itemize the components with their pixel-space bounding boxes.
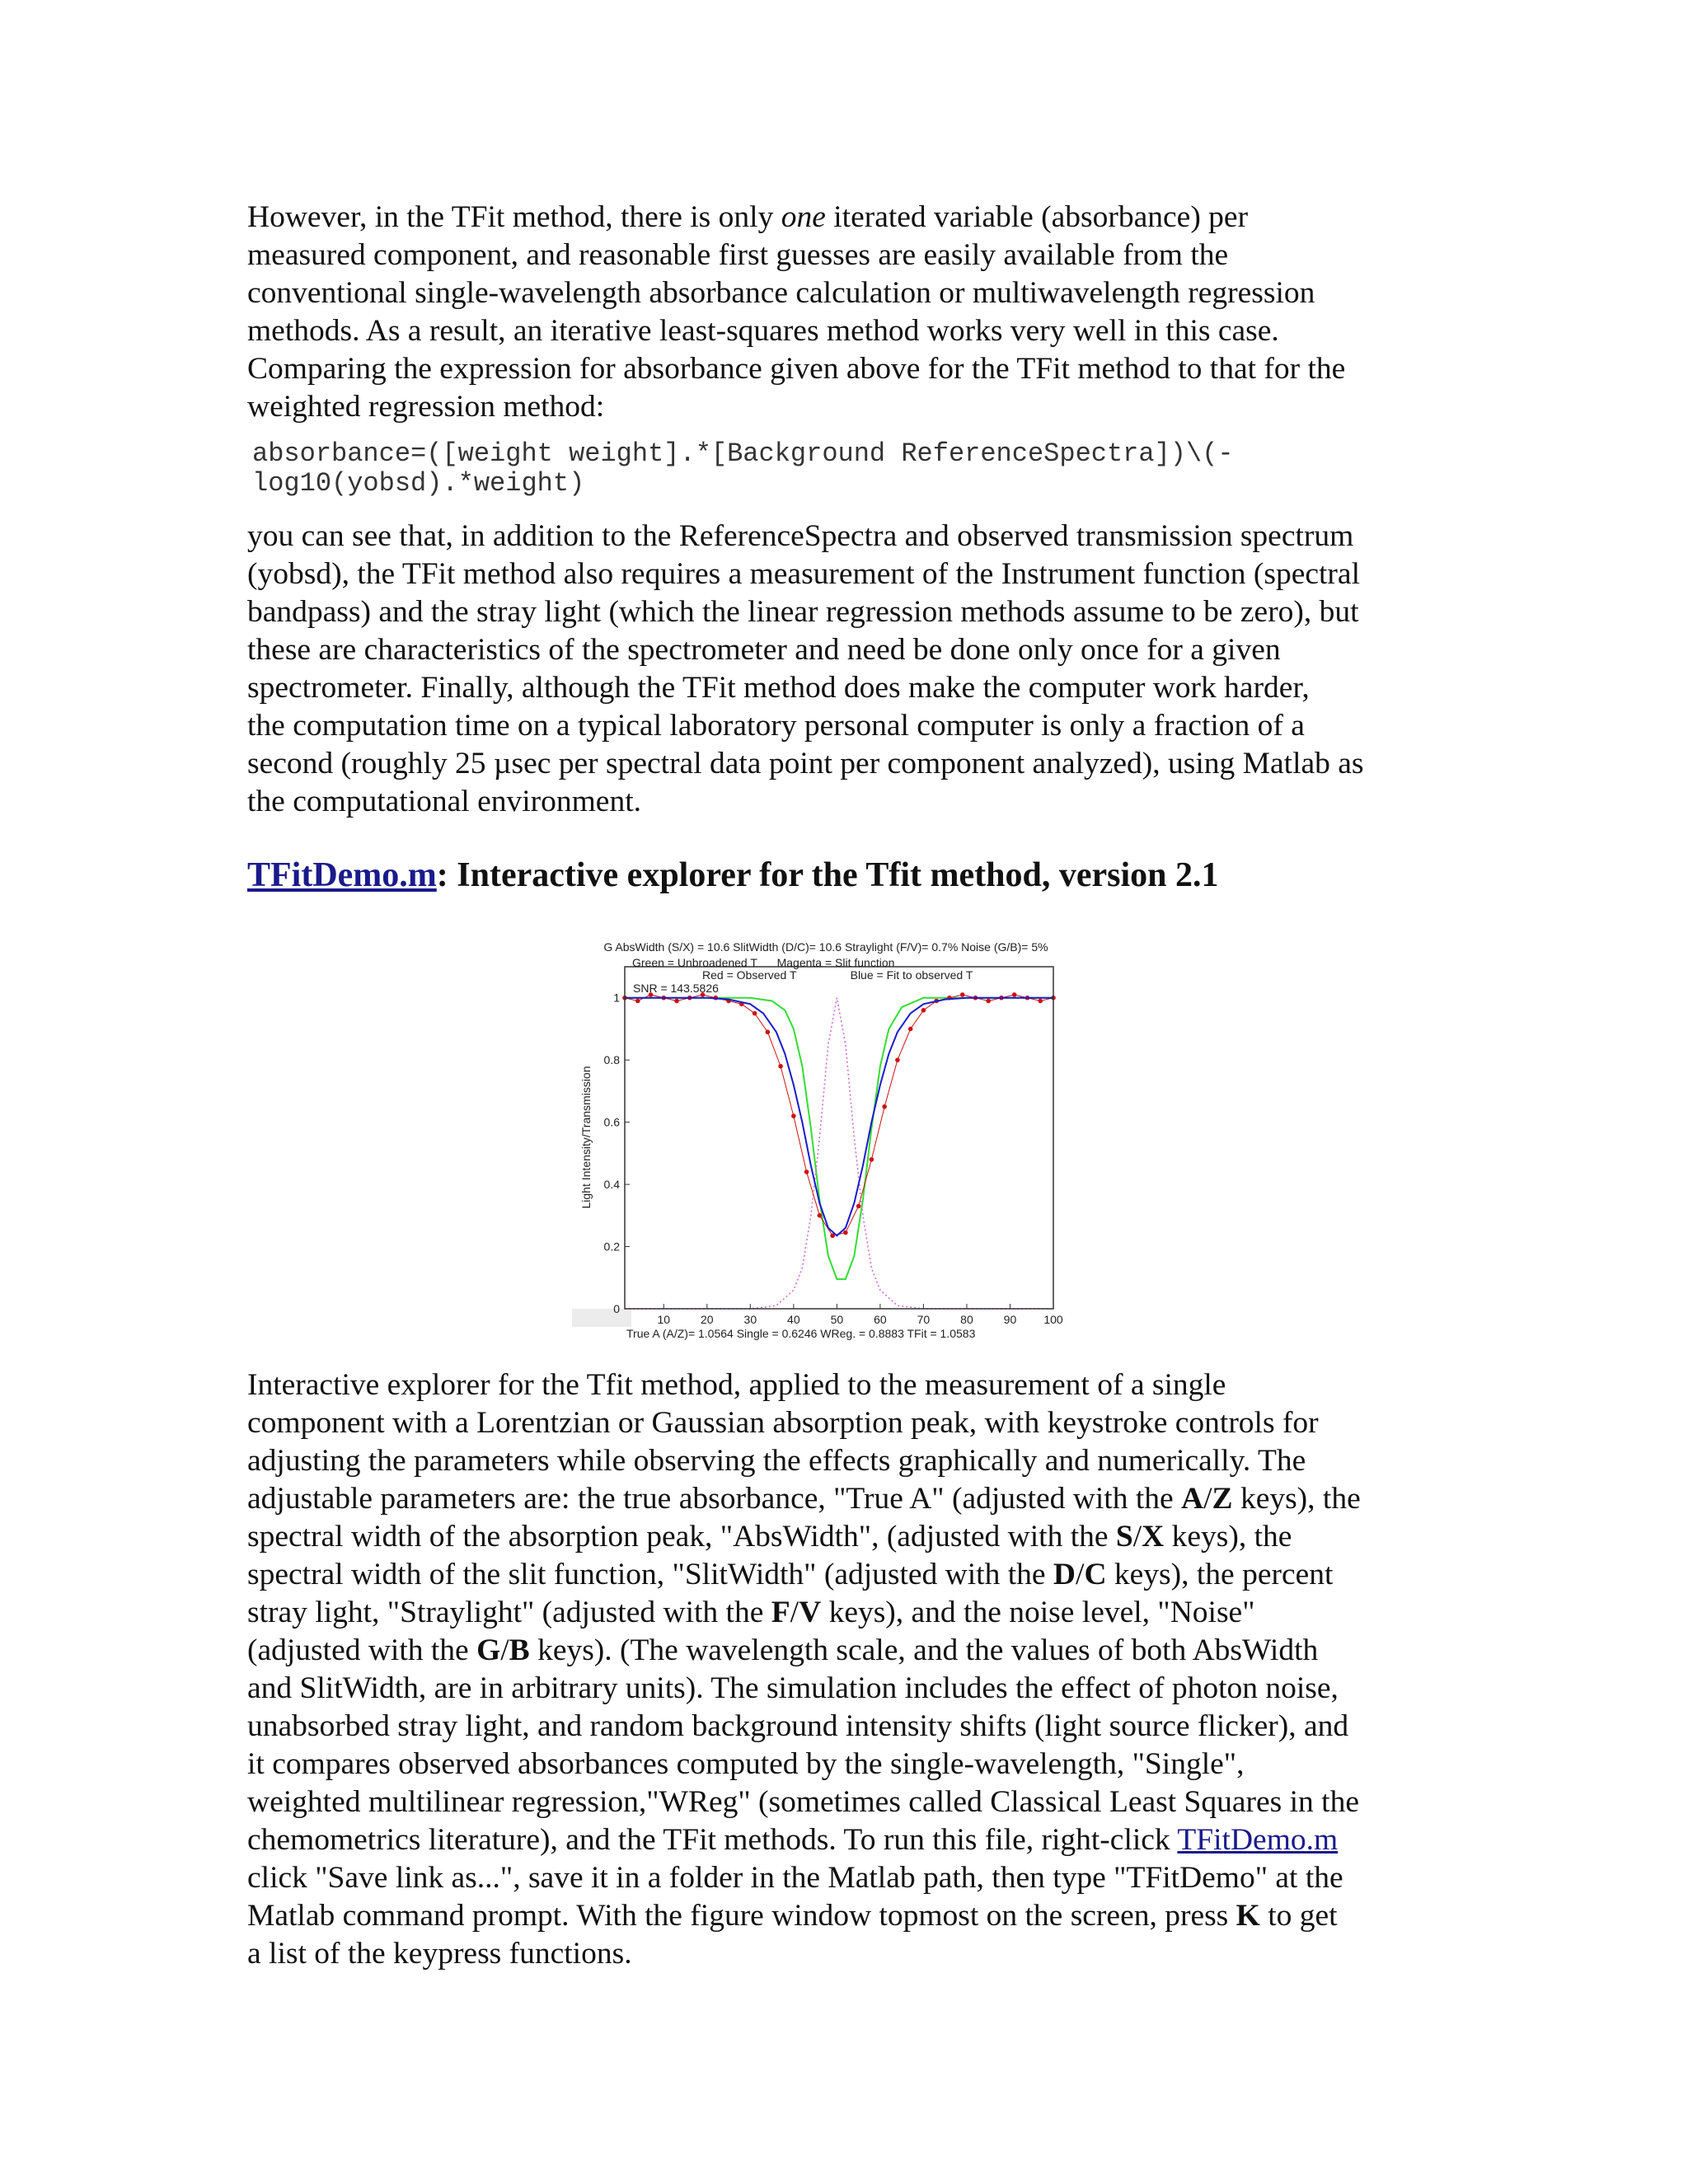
observed-t-point [960, 992, 965, 997]
observed-t-point [895, 1057, 900, 1062]
x-tick-label: 20 [701, 1313, 714, 1326]
y-axis-label: Light Intensity/Transmission [579, 1066, 593, 1209]
text-segment: Comparing the expression for absorbance given above for the TFit method to that for the [247, 352, 1346, 386]
text-line: bandpass) and the stray light (which the linear regression methods assume to be zero), but [247, 595, 1359, 629]
paragraph-description [247, 1366, 1451, 1973]
text-segment: adjusting the parameters while observing the effects graphically and numerically. The [247, 1444, 1306, 1478]
text-segment: click "Save link as...", save it in a folder in the Matlab path, then type "TFitDemo" at the [247, 1861, 1343, 1895]
observed-t-point [753, 1011, 757, 1016]
paragraph-explanation [247, 518, 1451, 821]
text-line [247, 1518, 1451, 1556]
text-segment: keys). (The wavelength scale, and the values of both AbsWidth [529, 1633, 1319, 1667]
text-line [247, 274, 1451, 312]
text-segment: / [790, 1596, 799, 1629]
text-segment: weighted multilinear regression,"WReg" (sometimes called Classical Least Squares in the [247, 1785, 1359, 1819]
chart-title: G AbsWidth (S/X) = 10.6 SlitWidth (D/C)= 10.6 Straylight (F/V)= 0.7% Noise (G/B)= 5% [603, 940, 1048, 954]
text-segment: chemometrics literature), and the TFit methods. To run this file, right-click [247, 1823, 1178, 1857]
text-line [247, 350, 1451, 388]
y-tick-label: 0 [613, 1302, 620, 1315]
key-letter: Z [1212, 1482, 1233, 1516]
text-line: the computational environment. [247, 785, 641, 818]
legend-magenta: Magenta = Slit function [776, 956, 895, 969]
text-segment: / [1076, 1558, 1085, 1591]
observed-t-point [674, 999, 679, 1004]
text-line [247, 237, 1451, 274]
observed-t-point [766, 1029, 771, 1034]
key-letter: B [509, 1633, 530, 1667]
key-letter: V [799, 1596, 822, 1629]
text-segment: keys), the [1164, 1520, 1292, 1554]
observed-t-point [804, 1169, 809, 1174]
text-segment: However, in the TFit method, there is only [247, 200, 781, 234]
y-tick-label: 0.2 [603, 1240, 620, 1254]
text-segment: keys), the percent [1106, 1558, 1334, 1591]
observed-t-point [921, 1008, 926, 1013]
text-segment: keys), the [1232, 1482, 1361, 1516]
observed-t-point [856, 1204, 861, 1209]
key-letter: S [1115, 1520, 1133, 1554]
text-segment: adjustable parameters are: the true absorbance, "True A" (adjusted with the [247, 1482, 1182, 1516]
text-line [247, 1708, 1451, 1746]
code-line: absorbance=([weight weight].*[Background ReferenceSpectra])\(- [252, 438, 1234, 469]
text-segment: methods. As a result, an iterative least-squares method works very well in this case. [247, 314, 1279, 348]
x-tick-label: 100 [1043, 1313, 1063, 1326]
key-letter: K [1236, 1899, 1260, 1933]
text-line [247, 312, 1451, 350]
text-segment: Interactive explorer for the Tfit method, applied to the measurement of a single [247, 1368, 1226, 1402]
x-tick-label: 30 [743, 1313, 757, 1326]
text-segment: keys), and the noise level, "Noise" [821, 1596, 1255, 1629]
text-line: spectrometer. Finally, although the TFit method does make the computer work harder, [247, 671, 1310, 705]
observed-t-point [908, 1027, 913, 1032]
text-line [247, 1783, 1451, 1821]
text-segment: to get [1259, 1899, 1338, 1933]
observed-t-point [1012, 992, 1017, 997]
observed-t-point [791, 1113, 796, 1118]
text-segment: (adjusted with the [247, 1633, 477, 1667]
snr-annotation: SNR = 143.5826 [633, 982, 719, 995]
key-letter: G [476, 1633, 501, 1667]
legend-blue: Blue = Fit to observed T [850, 968, 973, 982]
text-line [247, 1366, 1451, 1404]
key-letter: D [1053, 1558, 1076, 1591]
text-line: (yobsd), the TFit method also requires a measurement of the Instrument function (spectral [247, 557, 1360, 591]
paragraph-intro [247, 199, 1451, 426]
text-line [247, 1935, 1451, 1973]
text-line [247, 1442, 1451, 1480]
x-tick-label: 10 [657, 1313, 671, 1326]
text-line [247, 388, 1451, 426]
observed-t-point [882, 1104, 887, 1109]
text-segment: a list of the keypress functions. [247, 1937, 632, 1971]
observed-t-point [818, 1213, 823, 1218]
text-line [247, 1480, 1451, 1518]
text-segment: stray light, "Straylight" (adjusted with the [247, 1596, 771, 1629]
observed-t-point [843, 1230, 848, 1235]
text-segment: component with a Lorentzian or Gaussian absorption peak, with keystroke controls for [247, 1406, 1319, 1440]
x-tick-label: 90 [1003, 1313, 1017, 1326]
text-line [247, 1632, 1451, 1670]
text-segment: measured component, and reasonable first guesses are easily available from the [247, 238, 1229, 272]
text-line [247, 199, 1451, 237]
emphasis-text: one [781, 200, 826, 234]
text-line [247, 1556, 1451, 1594]
text-line [247, 1859, 1451, 1897]
text-segment: unabsorbed stray light, and random background intensity shifts (light source flicker), and [247, 1709, 1349, 1743]
text-segment: weighted regression method: [247, 390, 605, 424]
y-tick-label: 0.6 [603, 1115, 620, 1129]
text-line [247, 1670, 1451, 1708]
text-line: these are characteristics of the spectrometer and need be done only once for a given [247, 633, 1281, 667]
section-heading [247, 854, 1451, 897]
tfitdemo-link[interactable]: TFitDemo.m [1177, 1823, 1339, 1857]
x-axis-label: True A (A/Z)= 1.0564 Single = 0.6246 WReg. = 0.8883 TFit = 1.0583 [626, 1327, 976, 1340]
x-tick-label: 50 [830, 1313, 844, 1326]
tfitdemo-heading-link[interactable]: TFitDemo.m [247, 856, 437, 894]
legend-green: Green = Unbroadened T [632, 956, 757, 969]
y-tick-label: 0.8 [603, 1053, 620, 1067]
text-line: you can see that, in addition to the ReferenceSpectra and observed transmission spectrum [247, 519, 1354, 553]
observed-t-point [1038, 999, 1043, 1004]
text-line [247, 1897, 1451, 1935]
text-line [247, 1594, 1451, 1632]
y-tick-label: 0.4 [603, 1178, 620, 1192]
text-segment: and SlitWidth, are in arbitrary units). The simulation includes the effect of photon noise, [247, 1671, 1339, 1705]
text-line [247, 1746, 1451, 1783]
text-segment: conventional single-wavelength absorbance calculation or multiwavelength regression [247, 276, 1315, 310]
code-snippet [252, 439, 1456, 499]
text-segment: / [1132, 1520, 1142, 1554]
text-segment: Matlab command prompt. With the figure window topmost on the screen, press [247, 1899, 1236, 1933]
text-segment: / [500, 1633, 509, 1667]
tfit-figure [572, 935, 1132, 1347]
x-tick-label: 80 [960, 1313, 973, 1326]
observed-t-point [635, 999, 640, 1004]
text-line: the computation time on a typical laboratory personal computer is only a fraction of a [247, 709, 1305, 743]
figure-gray-corner [572, 1309, 631, 1327]
key-letter: X [1142, 1520, 1165, 1554]
key-letter: A [1181, 1482, 1204, 1516]
code-line: log10(yobsd).*weight) [252, 468, 585, 499]
x-tick-label: 40 [787, 1313, 800, 1326]
legend-red: Red = Observed T [702, 968, 797, 982]
text-line [247, 1821, 1451, 1859]
text-segment: / [1203, 1482, 1212, 1516]
key-letter: C [1084, 1558, 1107, 1591]
text-segment: spectral width of the absorption peak, "AbsWidth", (adjusted with the [247, 1520, 1116, 1554]
observed-t-point [778, 1064, 783, 1069]
observed-t-point [986, 999, 991, 1004]
x-tick-label: 70 [917, 1313, 931, 1326]
text-segment: spectral width of the slit function, "SlitWidth" (adjusted with the [247, 1558, 1053, 1591]
text-line: second (roughly 25 µsec per spectral data point per component analyzed), using Matlab as [247, 747, 1364, 780]
heading-text: : Interactive explorer for the Tfit method, version 2.1 [436, 856, 1219, 894]
y-tick-label: 1 [613, 991, 620, 1005]
text-segment: it compares observed absorbances computed by the single-wavelength, "Single", [247, 1747, 1245, 1781]
text-line [247, 1404, 1451, 1442]
text-segment: iterated variable (absorbance) per [825, 200, 1249, 234]
observed-t-point [870, 1157, 874, 1162]
key-letter: F [771, 1596, 790, 1629]
x-tick-label: 60 [874, 1313, 887, 1326]
